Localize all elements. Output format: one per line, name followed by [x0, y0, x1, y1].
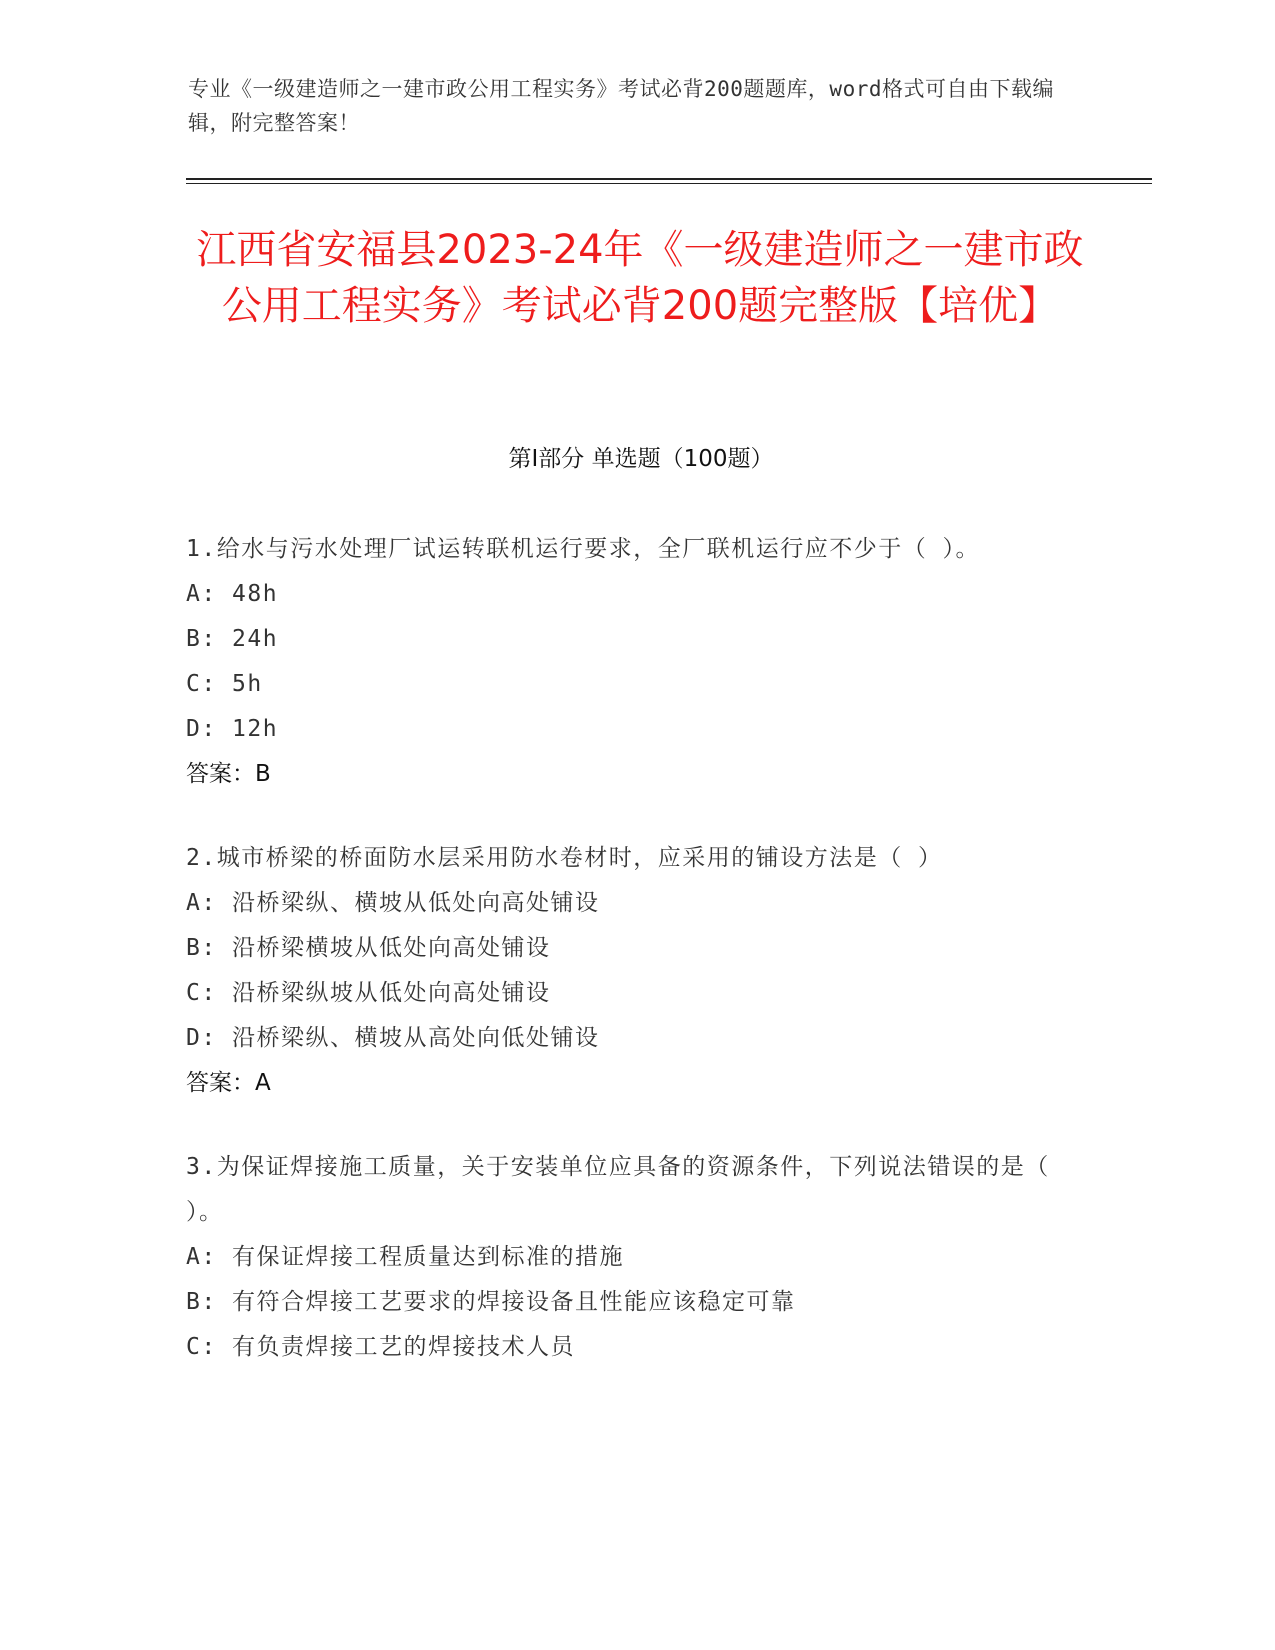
option-a: A: 有保证焊接工程质量达到标准的措施	[186, 1244, 625, 1270]
option-d: D: 12h	[186, 716, 279, 742]
question-item	[186, 527, 1066, 797]
answer-label: 答案：B	[186, 761, 271, 787]
option-a: A: 沿桥梁纵、横坡从低处向高处铺设	[186, 890, 600, 916]
section-title: 第I部分 单选题（100题）	[508, 446, 774, 472]
question-stem: 2.城市桥梁的桥面防水层采用防水卷材时，应采用的铺设方法是（ ）	[186, 845, 943, 871]
question-stem: 3.为保证焊接施工质量，关于安装单位应具备的资源条件，下列说法错误的是（ ）。	[186, 1154, 1050, 1225]
option-d: D: 沿桥梁纵、横坡从高处向低处铺设	[186, 1025, 600, 1051]
header-divider-thin	[186, 183, 1152, 184]
question-item	[186, 836, 1066, 1106]
option-a: A: 48h	[186, 581, 279, 607]
question-stem: 1.给水与污水处理厂试运转联机运行要求，全厂联机运行应不少于（ ）。	[186, 536, 981, 562]
option-c: C: 沿桥梁纵坡从低处向高处铺设	[186, 980, 551, 1006]
option-b: B: 沿桥梁横坡从低处向高处铺设	[186, 935, 551, 961]
header-divider-thick	[186, 178, 1152, 180]
document-title: 江西省安福县2023-24年《一级建造师之一建市政公用工程实务》考试必背200题完整版【培优】	[196, 227, 1084, 329]
answer-label: 答案：A	[186, 1070, 271, 1096]
option-b: B: 有符合焊接工艺要求的焊接设备且性能应该稳定可靠	[186, 1289, 796, 1315]
option-b: B: 24h	[186, 626, 279, 652]
question-item	[186, 1145, 1066, 1370]
question-list	[186, 527, 1066, 1409]
header-note: 专业《一级建造师之一建市政公用工程实务》考试必背200题题库，word格式可自由下载编辑，附完整答案！	[188, 77, 1054, 135]
option-c: C: 有负责焊接工艺的焊接技术人员	[186, 1334, 576, 1360]
option-c: C: 5h	[186, 671, 263, 697]
